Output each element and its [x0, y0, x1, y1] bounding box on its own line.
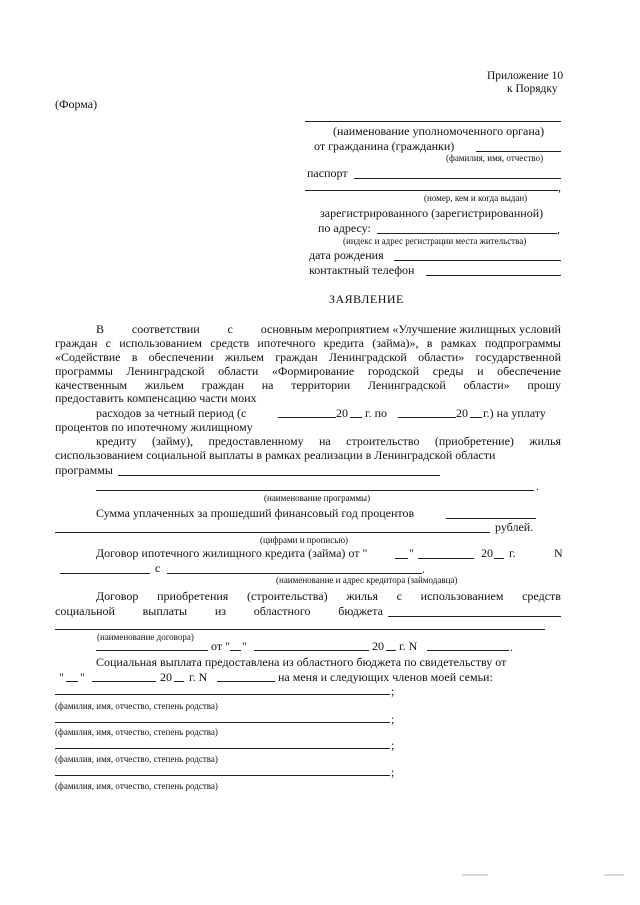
social-year: 20 [160, 670, 172, 684]
phone-label: контактный телефон [309, 263, 415, 277]
program-dot: . [536, 479, 539, 493]
p3-line-2: сиспользованием социальной выплаты в рамках реализации в Ленинградской области [55, 448, 496, 462]
member-line-4[interactable] [55, 775, 390, 776]
member-line-3[interactable] [55, 748, 390, 749]
social-quote-open: " [59, 670, 64, 684]
p1-line-2: граждан с использованием средств ипотечного кредита (займа)», в рамках подпрограммы [55, 336, 561, 350]
passport-label: паспорт [307, 166, 348, 180]
contract-line-1: Договор приобретения (строительства) жилья с использованием средств [96, 589, 561, 603]
address-comma: , [557, 222, 560, 236]
sum-line-2[interactable] [55, 532, 490, 533]
member-semicolon-4: ; [391, 765, 395, 779]
social-year-line[interactable] [174, 681, 184, 682]
period-to-line[interactable] [398, 417, 456, 418]
mortgage-month-line[interactable] [418, 558, 474, 559]
p3-line-3: программы [55, 463, 113, 477]
social-number-line[interactable] [217, 681, 275, 682]
period-to-year-line[interactable] [470, 417, 482, 418]
contract-line-2: социальной выплаты из областного бюджета [55, 604, 383, 618]
appendix-line-2: к Порядку [507, 83, 558, 95]
member-line-2[interactable] [55, 722, 390, 723]
by-address-label: по адресу: [318, 221, 371, 235]
sum-caption: (цифрами и прописью) [260, 535, 349, 545]
contract-year: 20 [372, 639, 384, 653]
passport-line-1[interactable] [354, 178, 561, 179]
passport-comma: , [558, 180, 561, 194]
mortgage-day-line[interactable] [395, 558, 408, 559]
period-from-line[interactable] [278, 417, 336, 418]
p1-line-1: В соответствии с основным мероприятием «Улучшение жилищных условий [96, 322, 561, 336]
contract-name-line-1[interactable] [388, 616, 561, 617]
contract-name-line-2[interactable] [55, 629, 545, 630]
citizen-name-line[interactable] [476, 151, 561, 152]
birth-date-label: дата рождения [309, 248, 384, 262]
contract-day-line[interactable] [230, 650, 241, 651]
birth-date-line[interactable] [394, 260, 561, 261]
from-citizen-label: от гражданина (гражданки) [314, 139, 455, 153]
period-from-year: 20 [336, 406, 348, 420]
p2-line-2: процентов по ипотечному жилищному [55, 420, 253, 434]
contract-gn: г. N [399, 639, 418, 653]
contract-caption: (наименование договора) [97, 632, 194, 642]
mortgage-n: N [554, 546, 563, 560]
member-semicolon-3: ; [391, 738, 395, 752]
member-semicolon-2: ; [391, 712, 395, 726]
org-name-line[interactable] [305, 121, 561, 122]
program-caption: (наименование программы) [264, 493, 371, 503]
contract-month-line[interactable] [254, 650, 369, 651]
period-to-year: 20 [456, 406, 468, 420]
period-to-label: г. по [365, 406, 387, 420]
mortgage-g: г. [509, 546, 516, 560]
scan-mark-2 [604, 874, 624, 876]
contract-dot: . [510, 640, 513, 654]
contract-from: от " [211, 639, 230, 653]
p3-line-1: кредиту (займу), предоставленному на строительство (приобретение) жилья [96, 434, 561, 448]
document-title: ЗАЯВЛЕНИЕ [329, 292, 404, 306]
creditor-dot: . [422, 562, 425, 576]
scan-mark-1 [462, 874, 488, 876]
mortgage-quote-close: " [409, 546, 414, 560]
mortgage-label: Договор ипотечного жилищного кредита (займа) от " [96, 546, 368, 560]
contract-extra-line[interactable] [96, 650, 208, 651]
org-caption: (наименование уполномоченного органа) [333, 124, 545, 138]
contract-year-line[interactable] [386, 650, 396, 651]
period-from-year-line[interactable] [350, 417, 362, 418]
fio-caption: (фамилия, имя, отчество) [446, 153, 544, 163]
social-gn: г. N [189, 670, 208, 684]
address-caption: (индекс и адрес регистрации места жительства) [343, 236, 527, 246]
p1-line-4: программы Ленинградской области «Формирование городской среды и обеспечение [55, 364, 561, 378]
member-caption-3: (фамилия, имя, отчество, степень родства) [55, 754, 218, 764]
mortgage-s: с [155, 561, 161, 575]
mortgage-number-line[interactable] [60, 573, 150, 574]
member-semicolon-1: ; [391, 684, 395, 698]
social-quote-close: " [80, 670, 85, 684]
creditor-caption: (наименование и адрес кредитора (займодавца) [276, 575, 458, 585]
social-label: Социальная выплата предоставлена из областного бюджета по свидетельству от [96, 655, 507, 669]
appendix-line-1: Приложение 10 [487, 70, 564, 82]
passport-caption: (номер, кем и когда выдан) [424, 193, 528, 203]
social-month-line[interactable] [92, 681, 156, 682]
p1-line-6: предоставить компенсацию части моих [55, 391, 257, 405]
registered-label: зарегистрированного (зарегистрированной) [320, 206, 544, 220]
period-tail: г.) на уплату [483, 406, 546, 420]
form-label: (Форма) [55, 97, 98, 111]
member-line-1[interactable] [55, 694, 390, 695]
program-line-1[interactable] [118, 475, 440, 476]
sum-label: Сумма уплаченных за прошедший финансовый год процентов [96, 506, 415, 520]
period-from-label: расходов за четный период (с [96, 406, 247, 420]
address-line[interactable] [377, 233, 557, 234]
member-caption-2: (фамилия, имя, отчество, степень родства) [55, 727, 218, 737]
contract-number-line[interactable] [427, 650, 509, 651]
contract-quote-close: " [242, 639, 247, 653]
p1-line-5: качественным жильем граждан на территории Ленинградской области» прошу [55, 378, 561, 392]
social-tail: на меня и следующих членов моей семьи: [278, 670, 493, 684]
phone-line[interactable] [426, 275, 561, 276]
creditor-line[interactable] [167, 573, 422, 574]
social-day-line[interactable] [66, 681, 78, 682]
p1-line-3: «Содействие в обеспечении жильем граждан Ленинградской области» государственной [55, 350, 561, 364]
program-line-2[interactable] [96, 490, 534, 491]
sum-line-1[interactable] [446, 518, 536, 519]
mortgage-year-line[interactable] [494, 558, 504, 559]
rubles-label: рублей. [495, 520, 534, 534]
member-caption-1: (фамилия, имя, отчество, степень родства) [55, 701, 218, 711]
passport-line-2[interactable] [305, 190, 558, 191]
mortgage-year: 20 [481, 546, 493, 560]
member-caption-4: (фамилия, имя, отчество, степень родства) [55, 781, 218, 791]
